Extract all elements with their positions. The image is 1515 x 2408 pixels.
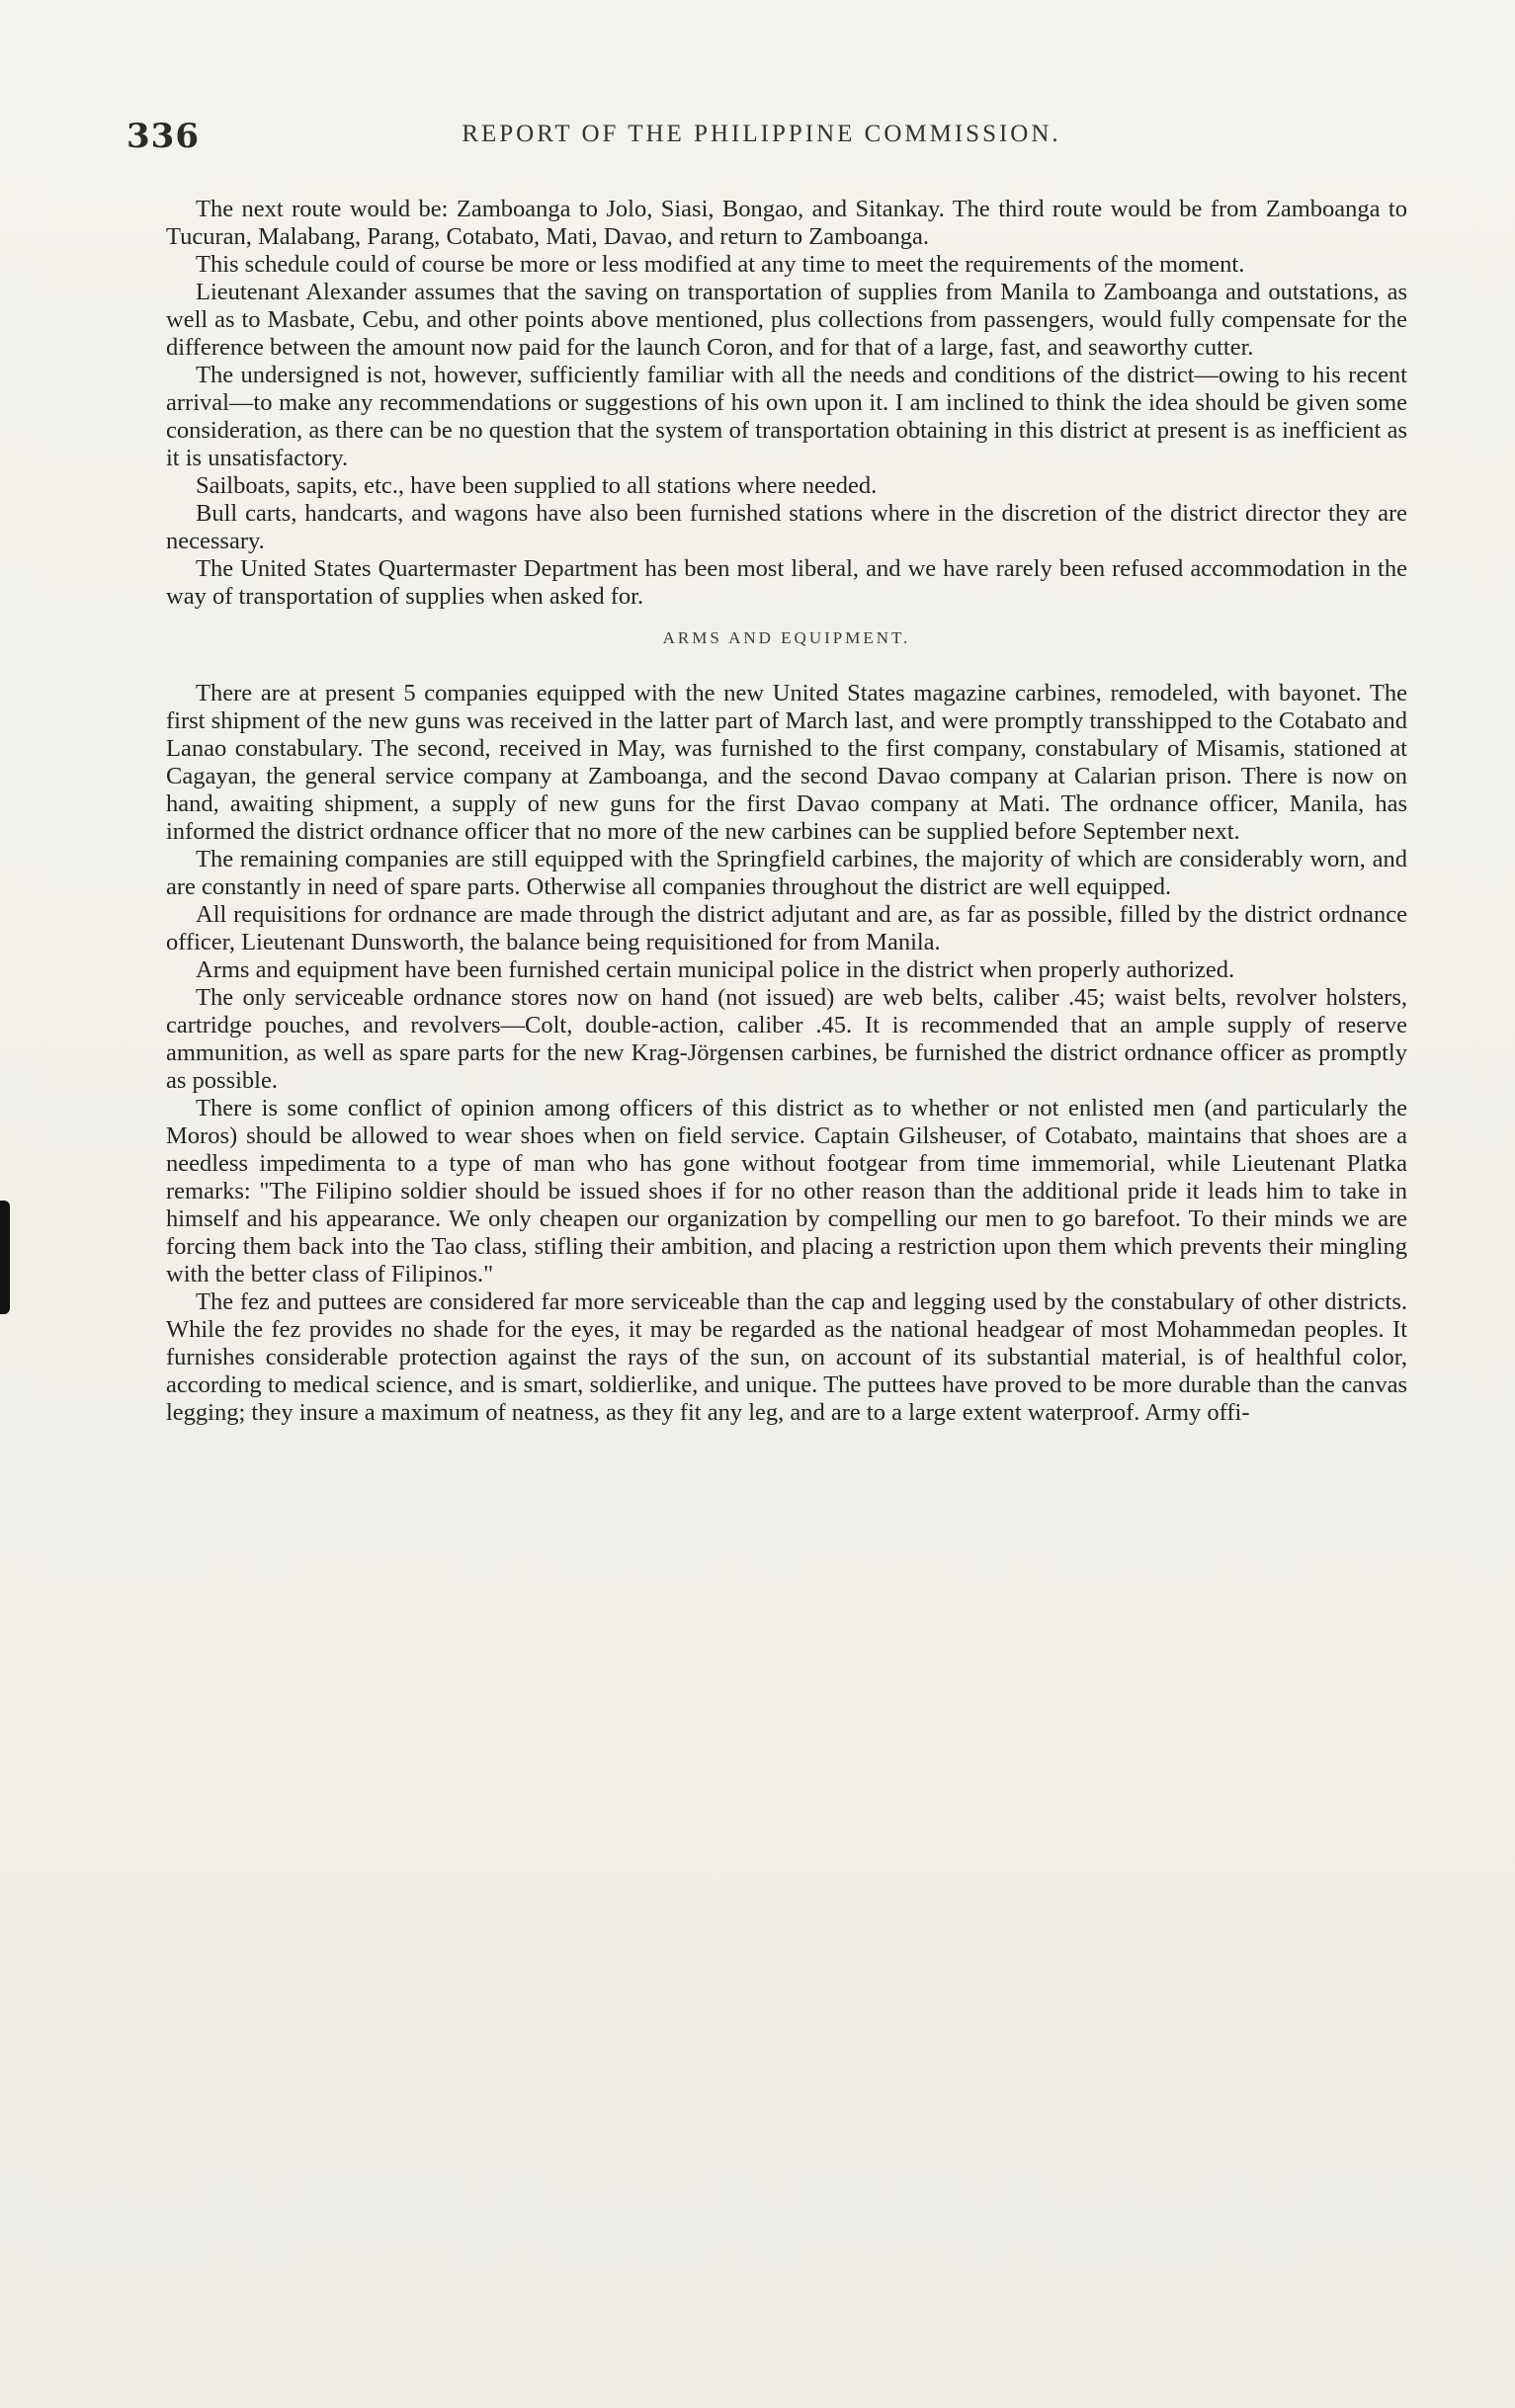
paragraph: The United States Quartermaster Department has been most liberal, and we have rarely been refused accommodation in the way of transportation of supplies when asked for. bbox=[166, 555, 1407, 610]
paragraph: There are at present 5 companies equipped with the new United States magazine carbines, remodeled, with bayonet. The first shipment of the new guns was received in the latter part of March last, and were promptly transshipped to the Cotabato and Lanao constabulary. The second, received in May, was furnished to the first company, constabulary of Misamis, stationed at Cagayan, the general service company at Zamboanga, and the second Davao company at Calarian prison. There is now on hand, awaiting shipment, a supply of new guns for the first Davao company at Mati. The ordnance officer, Manila, has informed the district ordnance officer that no more of the new carbines can be supplied before September next. bbox=[166, 680, 1407, 845]
paragraph: Bull carts, handcarts, and wagons have also been furnished stations where in the discretion of the district director they are necessary. bbox=[166, 500, 1407, 554]
paragraph: The undersigned is not, however, sufficiently familiar with all the needs and conditions of the district—owing to his recent arrival—to make any recommendations or suggestions of his own upon it. I am inclined to think the idea should be given some consideration, as there can be no question that the system of transportation obtaining in this district at present is as inefficient as it is unsatisfactory. bbox=[166, 362, 1407, 471]
page-number: 336 bbox=[126, 117, 200, 156]
paragraph: The remaining companies are still equipped with the Springfield carbines, the majority of which are considerably worn, and are constantly in need of spare parts. Otherwise all companies throughout the district are well equipped. bbox=[166, 846, 1407, 900]
paragraph: All requisitions for ordnance are made through the district adjutant and are, as far as possible, filled by the district ordnance officer, Lieutenant Dunsworth, the balance being requisitioned for from Manila. bbox=[166, 901, 1407, 955]
running-head: REPORT OF THE PHILIPPINE COMMISSION. bbox=[462, 121, 1061, 147]
paragraph: Lieutenant Alexander assumes that the saving on transportation of supplies from Manila to Zamboanga and outstations, as well as to Masbate, Cebu, and other points above mentioned, plus collections from passengers, would fully compensate for the difference between the amount now paid for the launch Coron, and for that of a large, fast, and seaworthy cutter. bbox=[166, 279, 1407, 361]
paragraph: The fez and puttees are considered far more serviceable than the cap and legging used by the constabulary of other districts. While the fez provides no shade for the eyes, it may be regarded as the national headgear of most Mohammedan peoples. It furnishes considerable protection against the rays of the sun, on account of its substantial material, is of healthful color, according to medical science, and is smart, soldierlike, and unique. The puttees have proved to be more durable than the canvas legging; they insure a maximum of neatness, as they fit any leg, and are to a large extent waterproof. Army offi- bbox=[166, 1288, 1407, 1426]
section-heading: ARMS AND EQUIPMENT. bbox=[662, 628, 911, 647]
paragraph: Sailboats, sapits, etc., have been supplied to all stations where needed. bbox=[196, 472, 878, 499]
scan-edge-mark bbox=[0, 1201, 10, 1314]
paragraph: The only serviceable ordnance stores now on hand (not issued) are web belts, caliber .45; waist belts, revolver holsters, cartridge pouches, and revolvers—Colt, double-action, caliber .45. It is recommended that an ample supply of reserve ammunition, as well as spare parts for the new Krag-Jörgensen carbines, be furnished the district ordnance officer as promptly as possible. bbox=[166, 984, 1407, 1094]
paragraph: This schedule could of course be more or less modified at any time to meet the requirements of the moment. bbox=[196, 251, 1245, 278]
body-text bbox=[166, 196, 1407, 1427]
paragraph: The next route would be: Zamboanga to Jolo, Siasi, Bongao, and Sitankay. The third route would be from Zamboanga to Tucuran, Malabang, Parang, Cotabato, Mati, Davao, and return to Zamboanga. bbox=[166, 196, 1407, 250]
paragraph: There is some conflict of opinion among officers of this district as to whether or not enlisted men (and particularly the Moros) should be allowed to wear shoes when on field service. Captain Gilsheuser, of Cotabato, maintains that shoes are a needless impedimenta to a type of man who has gone without footgear from time immemorial, while Lieutenant Platka remarks: "The Filipino soldier should be issued shoes if for no other reason than the additional pride it leads him to take in himself and his appearance. We only cheapen our organization by compelling our men to go barefoot. To their minds we are forcing them back into the Tao class, stifling their ambition, and placing a restriction upon them which prevents their mingling with the better class of Filipinos." bbox=[166, 1095, 1407, 1287]
paragraph: Arms and equipment have been furnished certain municipal police in the district when properly authorized. bbox=[196, 956, 1235, 983]
page-header bbox=[126, 117, 1396, 176]
